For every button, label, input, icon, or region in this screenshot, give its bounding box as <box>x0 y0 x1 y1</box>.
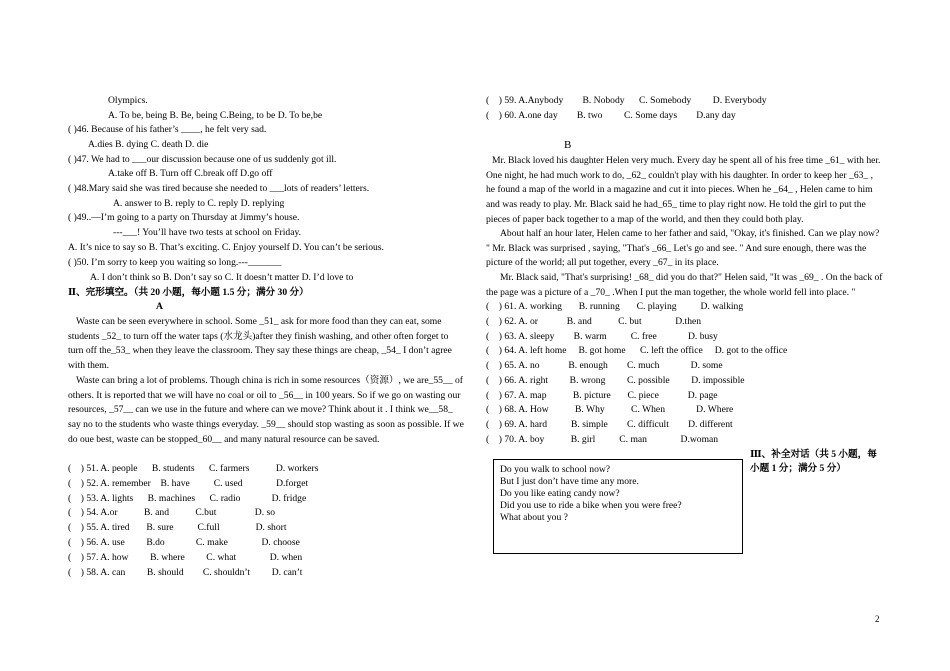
q49-options: A. It’s nice to say so B. That’s exciting. C. Enjoy yourself D. You can’t be serious. <box>68 242 384 253</box>
option-row: ( ) 66. A. right B. wrong C. possible D. impossible <box>486 375 745 386</box>
section-2-subtitle: A <box>156 301 163 312</box>
option-row: ( ) 68. A. How B. Why C. When D. Where <box>486 404 734 415</box>
option-row: ( ) 67. A. map B. picture C. piece D. page <box>486 390 718 401</box>
option-row: ( ) 65. A. no B. enough C. much D. some <box>486 360 723 371</box>
dialogue-sentence: But I just don’t have time any more. <box>500 476 639 487</box>
passage-a-paragraph-2: Waste can bring a lot of problems. Though china is rich in some resources（资源）, we are_55__ of others. It is reported that we will have no coal or oil to _56__ in 100 years. So if we go on wasting our resources, _57__ can we use in the future and where can we move? Think about it . I think we__58_ say no to the students who waste things everyday. _59__ should stop wasting as soon as possible. If we do oue best, waste can be stopped_60__ and many natural resource can be saved. <box>68 375 464 445</box>
passage-b-paragraph-1: Mr. Black loved his daughter Helen very much. Every day he spent all of his free time _61_ with her. One night, he had much work to do, _62_ couldn't play with his daughter. In order to keep her _63_ , he found a map of the world in a magazine and cut it into pieces. When he _64_ , Helen came to him and was ready to play. Mr. Black said he had_65_ time to play right now. He told the girl to put the pieces of paper back together to a map of the world, and then they could both play. <box>486 155 881 225</box>
option-row: ( ) 54. A.or B. and C.but D. so <box>68 507 276 518</box>
question-49: ( )49..—I’m going to a party on Thursday at Jimmy’s house. <box>68 212 300 223</box>
option-row: ( ) 59. A.Anybody B. Nobody C. Somebody D. Everybody <box>486 95 767 106</box>
option-row: ( ) 64. A. left home B. got home C. left the office D. got to the office <box>486 345 788 356</box>
section-3-title: Ⅲ、补全对话（共 5 小题，每小题 1 分；满分 5 分） <box>750 449 877 474</box>
option-row: ( ) 51. A. people B. students C. farmers D. workers <box>68 463 319 474</box>
question-48: ( )48.Mary said she was tired because she needed to ___lots of readers’ letters. <box>68 183 370 194</box>
dialogue-sentence: What about you ? <box>500 512 568 523</box>
option-row: ( ) 60. A.one day B. two C. Some days D.any day <box>486 110 736 121</box>
option-row: ( ) 58. A. can B. should C. shouldn’t D. can’t <box>68 567 303 578</box>
q47-options: A.take off B. Turn off C.break off D.go off <box>108 168 273 179</box>
question-49-reply: ---___! You’ll have two tests at school on Friday. <box>113 227 302 238</box>
dialogue-sentence: Did you use to ride a bike when you were free? <box>500 500 682 511</box>
option-row: ( ) 53. A. lights B. machines C. radio D. fridge <box>68 493 307 504</box>
option-row: ( ) 52. A. remember B. have C. used D.forget <box>68 478 309 489</box>
option-row: ( ) 62. A. or B. and C. but D.then <box>486 316 702 327</box>
page-number: 2 <box>875 614 880 624</box>
question-47: ( )47. We had to ___our discussion because one of us suddenly got ill. <box>68 154 337 165</box>
dialogue-sentence: Do you like eating candy now? <box>500 488 620 499</box>
option-row: ( ) 57. A. how B. where C. what D. when <box>68 552 303 563</box>
passage-b-paragraph-3: Mr. Black said, "That's surprising! _68_ did you do that?" Helen said, "It was _69_ . On the back of the page was a picture of a _70_ .When I put the man together, the whole world fell into place. " <box>486 272 883 298</box>
option-row: ( ) 69. A. hard B. simple C. difficult D. different <box>486 419 733 430</box>
question-50: ( )50. I’m sorry to keep you waiting so long.---_______ <box>68 257 282 268</box>
dialogue-box <box>493 459 743 554</box>
question-46: ( )46. Because of his father’s ____, he felt very sad. <box>68 124 267 135</box>
passage-b-paragraph-2: About half an hour later, Helen came to her father and said, "Okay, it's finished. Can we play now? " Mr. Black was surprised , saying, "That's _66_ Let's go and see. " And sure enough, there was the picture of the world; all put together, every _67_ in its place. <box>486 228 880 269</box>
section-b-title: B <box>564 139 572 151</box>
text-line: Olympics. <box>108 95 148 106</box>
q45-options: A. To be, being B. Be, being C.Being, to be D. To be,be <box>108 110 323 121</box>
passage-a-paragraph-1: Waste can be seen everywhere in school. Some _51_ ask for more food than they can eat, some students _52_ to turn off the water taps (水龙头)after they finish washing, and other often forget to turn off the_53_ when they leave the classroom. They say these things are cheap, _54_ I don’t agree with them. <box>68 316 452 372</box>
q48-options: A. answer to B. reply to C. reply D. replying <box>113 198 285 209</box>
q50-options: A. I don’t think so B. Don’t say so C. It doesn’t matter D. I’d love to <box>90 272 354 283</box>
dialogue-sentence: Do you walk to school now? <box>500 464 611 475</box>
option-row: ( ) 56. A. use B.do C. make D. choose <box>68 537 300 548</box>
q46-options: A.dies B. dying C. death D. die <box>88 139 209 150</box>
option-row: ( ) 61. A. working B. running C. playing D. walking <box>486 301 744 312</box>
option-row: ( ) 55. A. tired B. sure C.full D. short <box>68 522 287 533</box>
option-row: ( ) 63. A. sleepy B. warm C. free D. busy <box>486 331 718 342</box>
option-row: ( ) 70. A. boy B. girl C. man D.woman <box>486 434 719 445</box>
section-2-title: Ⅱ、完形填空。（共 20 小题，每小题 1.5 分；满分 30 分） <box>68 287 309 298</box>
